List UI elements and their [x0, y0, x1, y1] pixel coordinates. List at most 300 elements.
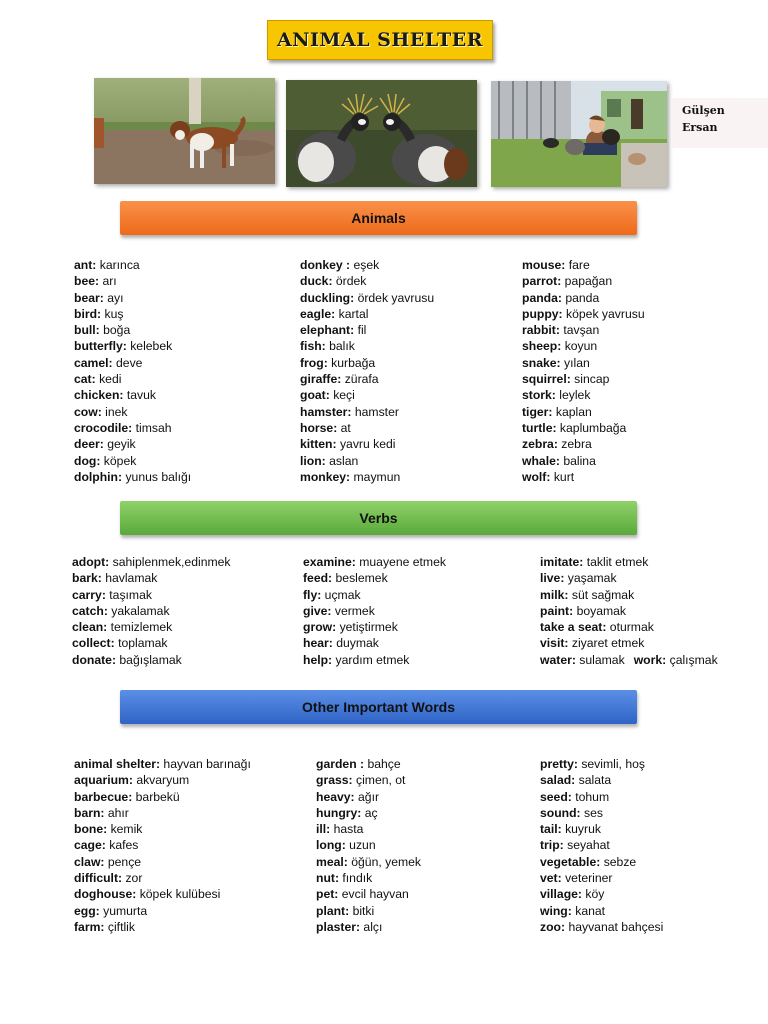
vocab-entry: [303, 603, 446, 619]
vocab-translation: beslemek: [335, 571, 388, 586]
vocab-term: feed:: [303, 571, 333, 586]
vocab-term: parrot:: [522, 274, 562, 289]
vocab-term: zoo:: [540, 919, 566, 934]
vocab-entry: [300, 469, 434, 485]
vocab-term: stork:: [522, 388, 556, 403]
vocab-term: pet:: [316, 887, 339, 902]
vocab-entry: [303, 635, 446, 651]
vocab-translation: fil: [357, 323, 367, 338]
vocab-translation: hasta: [333, 822, 364, 837]
vocab-translation: pençe: [107, 854, 142, 869]
vocab-translation: bağışlamak: [119, 652, 182, 667]
vocab-entry: [72, 603, 231, 619]
vocab-entry: [72, 652, 231, 668]
vocab-entry: [74, 322, 191, 338]
vocab-entry: [300, 355, 434, 371]
vocab-entry: [300, 273, 434, 289]
vocab-entry: [540, 789, 663, 805]
vocab-entry: [74, 453, 191, 469]
vocab-entry: [300, 371, 434, 387]
vocab-term: long:: [316, 838, 346, 853]
vocab-term: water:: [540, 652, 576, 667]
vocab-term: sheep:: [522, 339, 562, 354]
vocab-entry: [522, 453, 645, 469]
vocab-term: cage:: [74, 838, 106, 853]
other-words-column-1: [74, 756, 251, 935]
vocab-translation: veteriner: [565, 871, 613, 886]
vocab-entry: [522, 322, 645, 338]
vocab-entry: [316, 789, 421, 805]
vocab-entry: [74, 404, 191, 420]
vocab-term: clean:: [72, 620, 108, 635]
vocab-entry: [72, 570, 231, 586]
vocab-term: dog:: [74, 453, 101, 468]
vocab-entry: [74, 854, 251, 870]
vocab-translation: köpek kulübesi: [139, 887, 221, 902]
vocab-translation: taşımak: [109, 587, 152, 602]
vocab-entry: [303, 570, 446, 586]
vocab-term: barn:: [74, 805, 105, 820]
vocab-term: bee:: [74, 274, 100, 289]
vocab-term: chicken:: [74, 388, 124, 403]
vocab-entry: [522, 273, 645, 289]
vocab-translation: temizlemek: [110, 620, 173, 635]
vocab-translation: kartal: [338, 306, 369, 321]
vocab-entry: [74, 306, 191, 322]
photo-dog: [94, 78, 275, 184]
vocab-translation: aç: [364, 805, 378, 820]
vocab-entry: [540, 756, 663, 772]
vocab-translation: kemik: [110, 822, 143, 837]
vocab-term: rabbit:: [522, 323, 560, 338]
vocab-entry: [74, 837, 251, 853]
vocab-term: squirrel:: [522, 372, 571, 387]
vocab-translation: yardım etmek: [335, 652, 410, 667]
vocab-translation: boyamak: [576, 603, 627, 618]
vocab-entry: [303, 652, 446, 668]
vocab-term: work:: [633, 652, 667, 667]
vocab-term: adopt:: [72, 555, 110, 569]
vocab-translation: ses: [584, 805, 603, 820]
vocab-translation: keçi: [333, 388, 355, 403]
vocab-translation: zor: [125, 871, 143, 886]
vocab-translation: taklit etmek: [586, 555, 649, 569]
vocab-translation: hamster: [354, 404, 399, 419]
vocab-translation: sahiplenmek,edinmek: [112, 555, 231, 569]
vocab-entry: [540, 821, 663, 837]
vocab-entry: [72, 587, 231, 603]
vocab-term: heavy:: [316, 789, 355, 804]
vocab-term: crocodile:: [74, 420, 133, 435]
vocab-entry: [303, 554, 446, 570]
section-title-animals: Animals: [351, 210, 406, 226]
vocab-translation: leylek: [559, 388, 591, 403]
vocab-entry: [540, 854, 663, 870]
vocab-term: vegetable:: [540, 854, 601, 869]
vocab-translation: uçmak: [324, 587, 361, 602]
vocab-entry: [316, 756, 421, 772]
vocab-term: barbecue:: [74, 789, 133, 804]
vocab-translation: inek: [105, 404, 128, 419]
vocab-term: doghouse:: [74, 887, 137, 902]
vocab-translation: ağır: [358, 789, 380, 804]
vocab-term: lion:: [300, 453, 326, 468]
vocab-translation: sulamak: [579, 652, 625, 667]
vocab-entry: [74, 886, 251, 902]
vocab-entry: [522, 420, 645, 436]
vocab-translation: hayvanat bahçesi: [568, 919, 664, 934]
vocab-term: panda:: [522, 290, 562, 305]
vocab-entry: [316, 854, 421, 870]
vocab-translation: kanat: [575, 903, 606, 918]
vocab-translation: köy: [585, 887, 605, 902]
title-banner: [267, 20, 493, 60]
vocab-translation: barbekü: [135, 789, 180, 804]
animals-column-2: [300, 257, 434, 485]
vocab-translation: yetiştirmek: [339, 620, 398, 635]
vocab-term: bear:: [74, 290, 104, 305]
vocab-term: ill:: [316, 822, 331, 837]
vocab-translation: süt sağmak: [571, 587, 635, 602]
vocab-entry: [74, 870, 251, 886]
vocab-entry: [316, 870, 421, 886]
vocab-translation: toplamak: [118, 636, 168, 651]
vocab-entry: [522, 387, 645, 403]
vocab-translation: kuş: [104, 306, 124, 321]
vocab-term: seed:: [540, 789, 572, 804]
vocab-entry: [74, 355, 191, 371]
vocab-entry: [540, 886, 663, 902]
vocab-translation: evcil hayvan: [341, 887, 409, 902]
vocab-translation: zürafa: [344, 372, 379, 387]
animals-column-1: [74, 257, 191, 485]
vocab-term: claw:: [74, 854, 105, 869]
vocab-term: elephant:: [300, 323, 355, 338]
vocab-entry: [540, 570, 718, 586]
vocab-translation: seyahat: [567, 838, 610, 853]
vocab-entry: [540, 554, 718, 570]
vocab-term: hear:: [303, 636, 333, 651]
vocab-term: duck:: [300, 274, 333, 289]
vocab-translation: aslan: [329, 453, 359, 468]
vocab-term: snake:: [522, 355, 561, 370]
vocab-translation: yumurta: [103, 903, 148, 918]
vocab-entry: [74, 903, 251, 919]
vocab-entry: [300, 306, 434, 322]
vocab-translation: muayene etmek: [359, 555, 446, 569]
animals-column-3: [522, 257, 645, 485]
vocab-entry: [522, 257, 645, 273]
vocab-translation: çiftlik: [107, 919, 135, 934]
vocab-translation: yavru kedi: [339, 437, 396, 452]
vocab-entry: [540, 837, 663, 853]
vocab-translation: eşek: [353, 258, 380, 272]
vocab-translation: deve: [116, 355, 143, 370]
vocab-entry: [522, 338, 645, 354]
vocab-term: help:: [303, 652, 333, 667]
vocab-term: collect:: [72, 636, 115, 651]
vocab-translation: yaşamak: [567, 571, 617, 586]
vocab-entry: [316, 772, 421, 788]
vocab-entry: [74, 805, 251, 821]
vocab-entry: [300, 338, 434, 354]
vocab-entry: [522, 469, 645, 485]
vocab-term: pretty:: [540, 757, 578, 771]
vocab-translation: salata: [578, 773, 612, 788]
vocab-translation: tohum: [575, 789, 610, 804]
vocab-translation: at: [340, 420, 351, 435]
vocab-term: tail:: [540, 822, 562, 837]
section-header-verbs: [120, 501, 637, 535]
vocab-term: grow:: [303, 620, 337, 635]
vocab-entry: [303, 587, 446, 603]
vocab-term: sound:: [540, 805, 581, 820]
vocab-entry: [540, 587, 718, 603]
vocab-translation: uzun: [349, 838, 376, 853]
vocab-term: butterfly:: [74, 339, 127, 354]
vocab-translation: oturmak: [609, 620, 654, 635]
vocab-entry: [522, 306, 645, 322]
vocab-translation: yılan: [564, 355, 590, 370]
vocab-translation: sevimli, hoş: [581, 757, 645, 771]
vocab-term: wolf:: [522, 469, 551, 484]
vocab-translation: kuyruk: [565, 822, 601, 837]
vocab-translation: bahçe: [367, 757, 401, 771]
vocab-term: trip:: [540, 838, 564, 853]
vocab-term: fly:: [303, 587, 322, 602]
vocab-term: bark:: [72, 571, 102, 586]
vocab-entry: [74, 371, 191, 387]
vocab-term: animal shelter:: [74, 757, 161, 771]
vocab-translation: öğün, yemek: [351, 854, 422, 869]
vocab-translation: köpek yavrusu: [566, 306, 645, 321]
vocab-entry: [74, 919, 251, 935]
vocab-translation: fındık: [342, 871, 373, 886]
vocab-translation: papağan: [564, 274, 613, 289]
vocab-entry: [300, 387, 434, 403]
vocab-term: cow:: [74, 404, 102, 419]
vocab-translation: yunus balığı: [125, 469, 192, 484]
vocab-translation: akvaryum: [136, 773, 190, 788]
vocab-translation: panda: [565, 290, 600, 305]
vocab-entry: [522, 371, 645, 387]
vocab-term: bird:: [74, 306, 102, 321]
vocab-term: whale:: [522, 453, 560, 468]
vocab-term: egg:: [74, 903, 100, 918]
vocab-translation: ördek yavrusu: [357, 290, 435, 305]
vocab-translation: zebra: [561, 437, 592, 452]
vocab-translation: timsah: [135, 420, 172, 435]
vocab-entry: [74, 821, 251, 837]
vocab-translation: köpek: [103, 453, 137, 468]
vocab-entry: [300, 257, 434, 273]
vocab-term: puppy:: [522, 306, 563, 321]
vocab-entry: [300, 404, 434, 420]
vocab-term: bone:: [74, 822, 108, 837]
vocab-term: donkey :: [300, 258, 351, 272]
vocab-term: wing:: [540, 903, 572, 918]
vocab-entry: [300, 420, 434, 436]
vocab-translation: koyun: [564, 339, 598, 354]
vocab-translation: alçı: [363, 919, 383, 934]
vocab-translation: ayı: [107, 290, 124, 305]
vocab-term: bull:: [74, 323, 100, 338]
vocab-entry: [540, 772, 663, 788]
vocab-term: dolphin:: [74, 469, 123, 484]
photo-shelter-volunteer: [491, 81, 667, 187]
section-title-verbs: Verbs: [359, 510, 398, 526]
vocab-translation: maymun: [353, 469, 401, 484]
vocab-term: camel:: [74, 355, 113, 370]
other-words-column-3: [540, 756, 663, 935]
vocab-translation: balina: [563, 453, 596, 468]
vocab-translation: kurbağa: [331, 355, 376, 370]
vocab-term: give:: [303, 603, 332, 618]
vocab-entry: [540, 805, 663, 821]
vocab-term: eagle:: [300, 306, 336, 321]
author-name: [672, 98, 768, 148]
vocab-term: deer:: [74, 437, 104, 452]
vocab-term: zebra:: [522, 437, 558, 452]
vocab-translation: tavuk: [126, 388, 156, 403]
vocab-entry: [540, 619, 718, 635]
vocab-entry: [540, 870, 663, 886]
vocab-translation: kaplan: [555, 404, 592, 419]
vocab-entry: [74, 387, 191, 403]
vocab-entry: [74, 290, 191, 306]
vocab-term: take a seat:: [540, 620, 607, 635]
page-title: ANIMAL SHELTER: [276, 29, 484, 51]
vocab-entry: [74, 338, 191, 354]
vocab-entry: [74, 772, 251, 788]
vocab-term: giraffe:: [300, 372, 342, 387]
section-header-animals: [120, 201, 637, 235]
section-title-other-words: Other Important Words: [302, 699, 455, 715]
vocab-translation: kaplumbağa: [559, 420, 627, 435]
vocab-term: kitten:: [300, 437, 337, 452]
vocab-entry: [540, 652, 718, 668]
vocab-translation: çalışmak: [669, 652, 718, 667]
vocab-entry: [316, 886, 421, 902]
vocab-entry: [522, 355, 645, 371]
vocab-term: plant:: [316, 903, 350, 918]
vocab-translation: yakalamak: [111, 603, 170, 618]
vocab-entry: [303, 619, 446, 635]
vocab-term: duckling:: [300, 290, 355, 305]
vocab-term: horse:: [300, 420, 338, 435]
vocab-entry: [522, 290, 645, 306]
vocab-translation: bitki: [352, 903, 375, 918]
vocab-term: tiger:: [522, 404, 553, 419]
vocab-translation: çimen, ot: [355, 773, 406, 788]
vocab-translation: havlamak: [105, 571, 158, 586]
vocab-entry: [316, 837, 421, 853]
vocab-term: grass:: [316, 773, 353, 788]
vocab-entry: [74, 273, 191, 289]
verbs-column-2: [303, 554, 446, 668]
vocab-term: garden :: [316, 757, 365, 771]
vocab-translation: arı: [102, 274, 117, 289]
vocab-translation: kurt: [553, 469, 575, 484]
vocab-entry: [540, 919, 663, 935]
vocab-term: goat:: [300, 388, 330, 403]
vocab-term: fish:: [300, 339, 326, 354]
vocab-entry: [540, 603, 718, 619]
vocab-translation: fare: [568, 258, 590, 272]
vocab-translation: karınca: [99, 258, 140, 272]
vocab-translation: balık: [329, 339, 355, 354]
vocab-term: salad:: [540, 773, 576, 788]
author-first-name: Gülşen: [682, 104, 725, 117]
vocab-term: hamster:: [300, 404, 352, 419]
vocab-entry: [72, 635, 231, 651]
vocab-term: monkey:: [300, 469, 351, 484]
vocab-term: cat:: [74, 372, 96, 387]
vocab-entry: [74, 756, 251, 772]
vocab-entry: [72, 554, 231, 570]
vocab-entry: [300, 436, 434, 452]
vocab-entry: [74, 789, 251, 805]
photo-cranes: [286, 80, 477, 187]
vocab-term: ant:: [74, 258, 97, 272]
vocab-term: hungry:: [316, 805, 362, 820]
vocab-term: nut:: [316, 871, 340, 886]
vocab-term: frog:: [300, 355, 328, 370]
vocab-term: plaster:: [316, 919, 361, 934]
vocab-translation: kelebek: [130, 339, 173, 354]
verbs-column-3: [540, 554, 718, 668]
vocab-term: live:: [540, 571, 565, 586]
author-last-name: Ersan: [682, 121, 718, 134]
vocab-entry: [316, 805, 421, 821]
vocab-term: turtle:: [522, 420, 557, 435]
vocab-translation: vermek: [334, 603, 375, 618]
vocab-translation: geyik: [107, 437, 136, 452]
vocab-translation: sebze: [603, 854, 637, 869]
vocab-term: aquarium:: [74, 773, 133, 788]
vocab-entry: [316, 903, 421, 919]
vocab-term: vet:: [540, 871, 562, 886]
other-words-column-2: [316, 756, 421, 935]
section-header-other-words: [120, 690, 637, 724]
vocab-term: donate:: [72, 652, 117, 667]
vocab-term: paint:: [540, 603, 574, 618]
vocab-entry: [316, 919, 421, 935]
vocab-entry: [74, 436, 191, 452]
vocab-entry: [522, 436, 645, 452]
vocab-term: visit:: [540, 636, 569, 651]
vocab-translation: ördek: [335, 274, 367, 289]
vocab-entry: [300, 290, 434, 306]
vocab-term: milk:: [540, 587, 569, 602]
vocab-entry: [522, 404, 645, 420]
vocab-translation: hayvan barınağı: [163, 757, 251, 771]
vocab-term: carry:: [72, 587, 106, 602]
vocab-entry: [74, 257, 191, 273]
vocab-term: imitate:: [540, 555, 584, 569]
vocab-term: mouse:: [522, 258, 566, 272]
vocab-term: difficult:: [74, 871, 123, 886]
vocab-translation: tavşan: [563, 323, 600, 338]
vocab-term: village:: [540, 887, 582, 902]
vocab-term: meal:: [316, 854, 348, 869]
vocab-translation: sincap: [574, 372, 610, 387]
vocab-entry: [540, 903, 663, 919]
vocab-translation: ahır: [107, 805, 129, 820]
vocab-translation: ziyaret etmek: [571, 636, 645, 651]
vocab-entry: [316, 821, 421, 837]
vocab-entry: [300, 453, 434, 469]
